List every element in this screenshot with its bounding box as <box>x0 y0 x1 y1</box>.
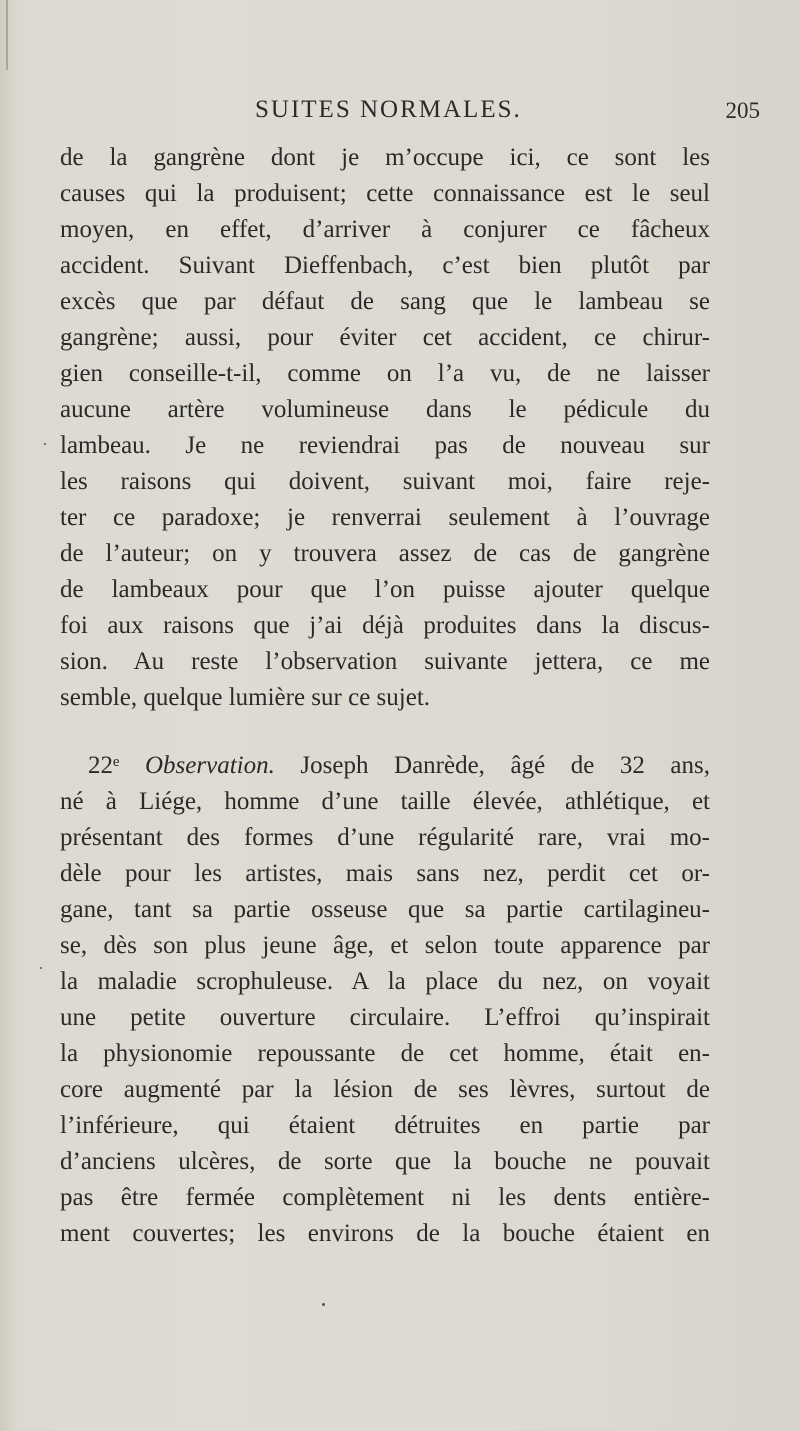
page-edge-line <box>6 0 8 70</box>
text-line: gangrène; aussi, pour éviter cet accident, ce chirur- <box>60 324 710 351</box>
observation-number: 22ᵉ <box>88 752 120 779</box>
text-line: gien conseille-t-il, comme on l’a vu, de ne laisser <box>60 360 710 387</box>
text-line: dèle pour les artistes, mais sans nez, perdit cet or- <box>60 860 710 887</box>
text-line: accident. Suivant Dieffenbach, c’est bien plutôt par <box>60 252 710 279</box>
text-line: la maladie scrophuleuse. A la place du nez, on voyait <box>60 968 710 995</box>
text-line: foi aux raisons que j’ai déjà produites dans la discus- <box>60 612 710 639</box>
text-line: né à Liége, homme d’une taille élevée, athlétique, et <box>60 788 710 815</box>
text-line: se, dès son plus jeune âge, et selon toute apparence par <box>60 932 710 959</box>
text-line: semble, quelque lumière sur ce sujet. <box>60 684 431 711</box>
text-line: excès que par défaut de sang que le lambeau se <box>60 288 710 315</box>
text-line: gane, tant sa partie osseuse que sa partie cartilagineu- <box>60 896 710 923</box>
text-line: ment couvertes; les environs de la bouche étaient en <box>60 1220 710 1247</box>
paper-speck <box>40 967 42 969</box>
text-line: aucune artère volumineuse dans le pédicule du <box>60 396 710 423</box>
paper-speck <box>44 443 46 445</box>
text-line: de lambeaux pour que l’on puisse ajouter quelque <box>60 576 710 603</box>
text-line: ter ce paradoxe; je renverrai seulement à l’ouvrage <box>60 504 710 531</box>
running-title: SUITES NORMALES. <box>255 96 522 123</box>
text-line: les raisons qui doivent, suivant moi, faire reje- <box>60 468 710 495</box>
text-line: de l’auteur; on y trouvera assez de cas de gangrène <box>60 540 710 567</box>
text-line: sion. Au reste l’observation suivante jettera, ce me <box>60 648 710 675</box>
paragraph-gap <box>60 716 710 748</box>
page-number: 205 <box>725 98 760 123</box>
paragraph-continuation <box>60 140 710 716</box>
text-line: pas être fermée complètement ni les dents entière- <box>60 1184 710 1211</box>
text-line: présentant des formes d’une régularité rare, vrai mo- <box>60 824 710 851</box>
text-line: de la gangrène dont je m’occupe ici, ce sont les <box>60 144 710 171</box>
text-line: la physionomie repoussante de cet homme, était en- <box>60 1040 710 1067</box>
body-text <box>60 140 710 1252</box>
text-line: une petite ouverture circulaire. L’effroi qu’inspirait <box>60 1004 710 1031</box>
text-line: causes qui la produisent; cette connaissance est le seul <box>60 180 710 207</box>
observation-paragraph <box>60 748 710 1252</box>
observation-first-line: Joseph Danrède, âgé de 32 ans, <box>300 752 711 779</box>
observation-heading-line <box>60 748 710 784</box>
text-line: l’inférieure, qui étaient détruites en partie par <box>60 1112 710 1139</box>
text-line: moyen, en effet, d’arriver à conjurer ce fâcheux <box>60 216 710 243</box>
observation-label: Observation. <box>144 752 275 779</box>
text-line: d’anciens ulcères, de sorte que la bouche ne pouvait <box>60 1148 710 1175</box>
running-header <box>60 96 760 136</box>
text-line: lambeau. Je ne reviendrai pas de nouveau sur <box>60 432 710 459</box>
text-line: core augmenté par la lésion de ses lèvres, surtout de <box>60 1076 710 1103</box>
paper-speck <box>322 1303 325 1306</box>
